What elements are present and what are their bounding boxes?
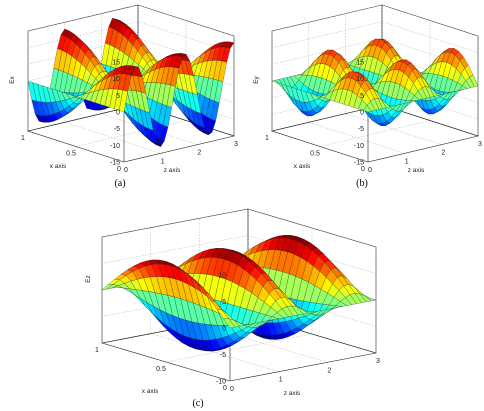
- z-tick-label: -5: [219, 352, 226, 359]
- z-tick-label: 10: [356, 76, 364, 84]
- y-axis-label: z axis: [163, 167, 181, 174]
- z-tick-label: 15: [356, 59, 364, 67]
- panel-caption: (b): [356, 178, 368, 189]
- z-tick-label: 0: [360, 109, 364, 117]
- y-tick-label: 1: [404, 158, 409, 166]
- y-tick-label: 1: [160, 158, 165, 166]
- x-tick-label: 0: [223, 385, 227, 392]
- panel-caption: (c): [192, 398, 204, 409]
- x-tick-label: 0: [117, 166, 121, 173]
- y-tick-label: 0: [124, 167, 128, 174]
- z-axis-label: Ey: [253, 76, 260, 84]
- z-tick-label: 10: [218, 272, 226, 280]
- surface-plot-ex: [0, 0, 240, 195]
- x-tick-label: 0.5: [156, 366, 166, 373]
- y-tick-label: 0: [368, 167, 372, 174]
- y-tick-label: 3: [478, 141, 482, 148]
- z-tick-label: 10: [112, 76, 120, 84]
- x-axis-label: x axis: [141, 388, 159, 395]
- z-tick-label: -10: [109, 142, 120, 150]
- x-tick-label: 1: [95, 347, 99, 354]
- z-axis-label: Ez: [85, 275, 92, 283]
- x-tick-label: 0.5: [66, 150, 76, 158]
- z-tick-label: 5: [116, 92, 120, 100]
- z-tick-label: 5: [222, 299, 226, 306]
- x-tick-label: 1: [265, 135, 269, 142]
- y-tick-label: 1: [278, 376, 283, 384]
- y-tick-label: 0: [230, 386, 234, 393]
- z-tick-label: -15: [109, 159, 120, 167]
- x-tick-label: 0: [361, 166, 365, 173]
- y-tick-label: 3: [376, 358, 380, 365]
- z-tick-label: -5: [113, 126, 120, 134]
- y-axis-label: z axis: [283, 390, 301, 397]
- z-tick-label: -5: [357, 126, 364, 134]
- x-tick-label: 0.5: [310, 150, 320, 158]
- y-tick-label: 2: [197, 149, 202, 157]
- z-tick-label: 0: [222, 325, 226, 333]
- grid-line: [272, 5, 478, 36]
- z-tick-label: 0: [116, 109, 120, 117]
- y-tick-label: 3: [234, 141, 238, 148]
- z-axis-label: Ex: [9, 76, 16, 84]
- y-tick-label: 2: [441, 149, 446, 157]
- z-tick-label: -15: [353, 159, 364, 167]
- y-tick-label: 2: [327, 367, 332, 375]
- surface-mesh: [102, 235, 376, 351]
- surface-mesh: [28, 18, 234, 146]
- x-tick-label: 1: [21, 135, 25, 142]
- surface-plot-ey: [244, 0, 484, 195]
- panel-caption: (a): [114, 178, 126, 189]
- z-tick-label: 5: [360, 92, 364, 100]
- z-tick-label: 15: [112, 59, 120, 67]
- grid-line: [102, 209, 376, 247]
- y-axis-label: z axis: [407, 167, 425, 174]
- x-axis-label: x axis: [49, 163, 67, 170]
- surface-plot-ez: [80, 205, 420, 411]
- x-axis-label: x axis: [293, 163, 311, 170]
- surface-mesh: [272, 39, 478, 126]
- z-tick-label: -10: [353, 142, 364, 150]
- z-tick-label: -10: [215, 378, 226, 386]
